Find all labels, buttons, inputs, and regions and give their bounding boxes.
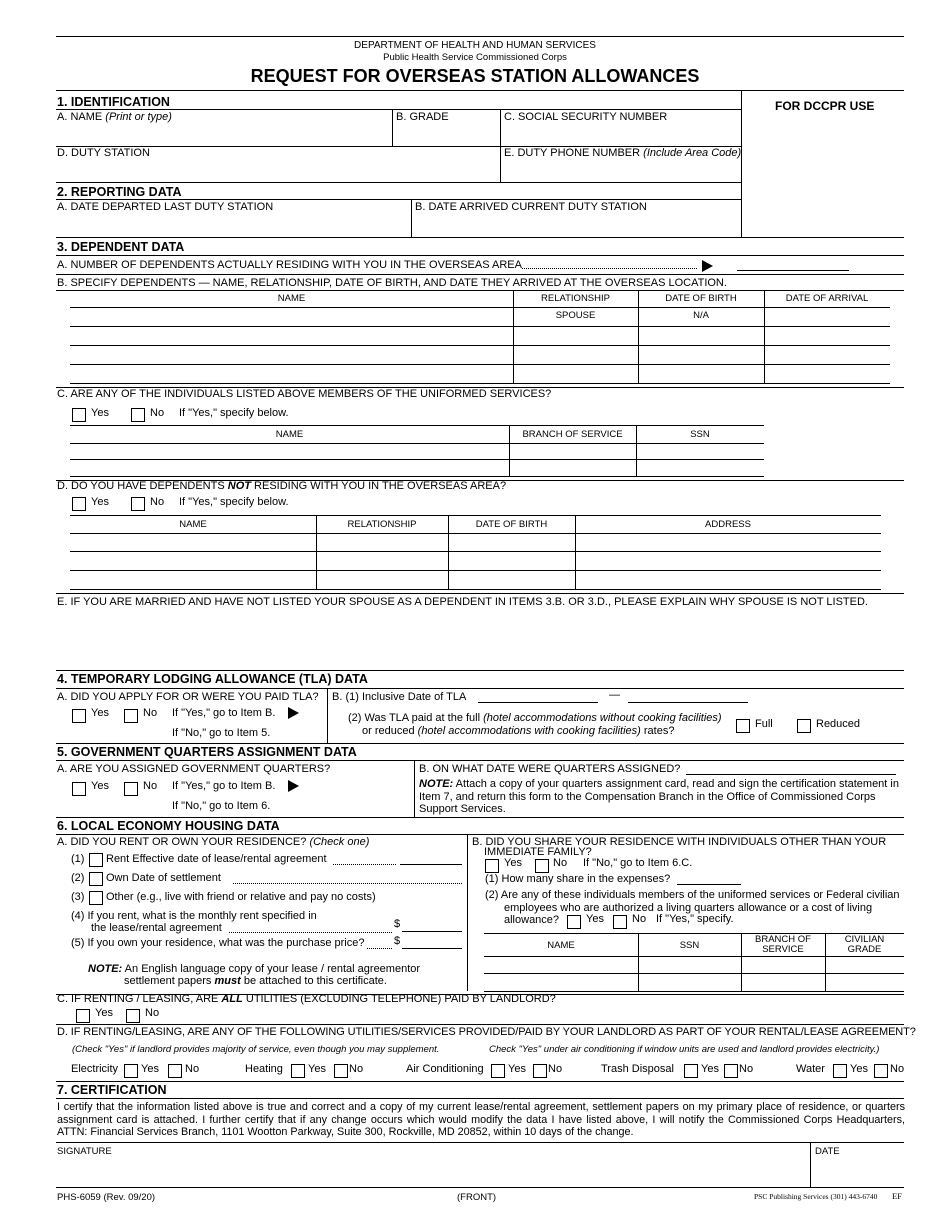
label-yes: Yes	[586, 913, 604, 925]
label-no: No	[150, 407, 165, 419]
share-residence-question: B. DID YOU SHARE YOUR RESIDENCE WITH INDIVIDUALS OTHER THAN YOUR	[472, 836, 887, 848]
department-name: DEPARTMENT OF HEALTH AND HUMAN SERVICES	[354, 40, 596, 51]
checkbox-heating-yes[interactable]	[291, 1064, 305, 1078]
quarters-note: NOTE: Attach a copy of your quarters assignment card, read and sign the certification statement in Item 7, and return this form to the Compensation Branch in the Office of Commissioned Corps Support Services.	[419, 778, 899, 815]
col-address: ADDRESS	[705, 519, 751, 530]
spouse-cell: SPOUSE	[555, 310, 596, 321]
spouse-explanation-area[interactable]	[57, 612, 903, 668]
tla-dates-label: B. (1) Inclusive Date of TLA	[332, 691, 467, 703]
gov-quarters-question: A. ARE YOU ASSIGNED GOVERNMENT QUARTERS?	[57, 763, 331, 775]
label-no: No	[548, 1063, 563, 1075]
quarters-date-input[interactable]	[686, 774, 896, 775]
quarters-assigned-date-label: B. ON WHAT DATE WERE QUARTERS ASSIGNED?	[419, 763, 681, 775]
rent-or-own-question: A. DID YOU RENT OR OWN YOUR RESIDENCE? (Check one)	[57, 836, 370, 848]
utilities-hint-2: Check "Yes" under air conditioning if window units are used and landlord provides electricity.)	[489, 1044, 880, 1055]
label-yes: Yes	[91, 407, 109, 419]
page-side: (FRONT)	[457, 1192, 497, 1203]
label-reduced: Reduced	[816, 718, 861, 730]
monthly-rent-question-line2: the lease/rental agreement	[91, 922, 222, 934]
date-arrived-label: B. DATE ARRIVED CURRENT DUTY STATION	[415, 201, 647, 213]
form-number: PHS-6059 (Rev. 09/20)	[57, 1192, 156, 1203]
duty-station-label: D. DUTY STATION	[57, 147, 150, 159]
if-no-go-item-6c: If "No," go to Item 6.C.	[583, 857, 693, 869]
if-yes-go-item-b: If "Yes," go to Item B.	[172, 780, 276, 792]
dependents-count-question: A. NUMBER OF DEPENDENTS ACTUALLY RESIDING WITH YOU IN THE OVERSEAS AREA	[57, 259, 522, 271]
table-row[interactable]	[484, 991, 904, 992]
settlement-date-input[interactable]	[233, 883, 462, 884]
if-no-go-item-6: If "No," go to Item 6.	[172, 800, 271, 812]
dollar-sign: $	[394, 935, 401, 947]
col-ssn: SSN	[679, 940, 700, 951]
specify-below-text: If "Yes," specify below.	[179, 407, 289, 419]
utilities-hint-1: (Check "Yes" if landlord provides majority of service, even though you may supplement.	[72, 1044, 440, 1055]
utilities-provided-question: D. IF RENTING/LEASING, ARE ANY OF THE FOLLOWING UTILITIES/SERVICES PROVIDED/PAID BY YOUR LANDLORD AS PART OF YOUR RENTAL/LEASE AGREEMENT?	[57, 1026, 916, 1038]
checkbox-ac-no[interactable]	[533, 1064, 547, 1078]
label-yes: Yes	[701, 1063, 719, 1075]
checkbox-4a-no[interactable]	[124, 709, 138, 723]
duty-phone-label: E. DUTY PHONE NUMBER (Include Area Code)	[504, 147, 742, 159]
checkbox-5a-yes[interactable]	[72, 782, 86, 796]
col-date-of-birth: DATE OF BIRTH	[475, 519, 548, 530]
checkbox-3d-no[interactable]	[131, 497, 145, 511]
publisher-info: PSC Publishing Services (301) 443-6740	[754, 1192, 878, 1201]
checkbox-water-yes[interactable]	[833, 1064, 847, 1078]
label-yes: Yes	[95, 1007, 113, 1019]
corps-name: Public Health Service Commissioned Corps	[383, 52, 567, 63]
label-yes: Yes	[141, 1063, 159, 1075]
table-row[interactable]	[70, 459, 764, 460]
checkbox-3d-yes[interactable]	[72, 497, 86, 511]
rent-option-label: Rent Effective date of lease/rental agreement	[106, 853, 327, 865]
checkbox-trash-no[interactable]	[724, 1064, 738, 1078]
if-yes-go-item-b: If "Yes," go to Item B.	[172, 707, 276, 719]
col-date-of-birth: DATE OF BIRTH	[665, 293, 737, 304]
col-civilian-grade: CIVILIAN GRADE	[844, 934, 885, 955]
name-field-label: A. NAME (Print or type)	[57, 111, 172, 123]
checkbox-rent[interactable]	[89, 853, 103, 867]
checkbox-4a-yes[interactable]	[72, 709, 86, 723]
utilities-paid-question: C. IF RENTING / LEASING, ARE ALL UTILITIES (EXCLUDING TELEPHONE) PAID BY LANDLORD?	[57, 993, 556, 1005]
form-title: REQUEST FOR OVERSEAS STATION ALLOWANCES	[250, 66, 700, 86]
label-no: No	[143, 707, 158, 719]
label-no: No	[553, 857, 568, 869]
col-name: NAME	[275, 429, 304, 440]
label-no: No	[145, 1007, 160, 1019]
label-yes: Yes	[91, 496, 109, 508]
date-departed-label: A. DATE DEPARTED LAST DUTY STATION	[57, 201, 274, 213]
checkbox-3c-no[interactable]	[131, 408, 145, 422]
col-name: NAME	[547, 940, 575, 951]
checkbox-full[interactable]	[736, 719, 750, 733]
specify-dependents-label: B. SPECIFY DEPENDENTS — NAME, RELATIONSHIP, DATE OF BIRTH, AND DATE THEY ARRIVED AT THE OVERSEAS LOCATION.	[57, 277, 727, 289]
section-1-heading: 1. IDENTIFICATION	[57, 95, 170, 109]
section-4-heading: 4. TEMPORARY LODGING ALLOWANCE (TLA) DATA	[57, 672, 368, 686]
col-relationship: RELATIONSHIP	[347, 519, 417, 530]
table-row[interactable]	[70, 589, 881, 590]
table-row[interactable]	[70, 383, 890, 384]
specify-below-text: If "Yes," specify below.	[179, 496, 289, 508]
table-row[interactable]	[70, 326, 890, 327]
label-yes: Yes	[850, 1063, 868, 1075]
section-7-heading: 7. CERTIFICATION	[57, 1083, 167, 1097]
section-2-heading: 2. REPORTING DATA	[57, 185, 182, 199]
checkbox-6c-no[interactable]	[126, 1009, 140, 1023]
option-3-number: (3)	[71, 891, 85, 903]
certification-statement: I certify that the information listed above is true and correct and a copy of my current lease/rental agreement, settlement papers on my primary place of residence, or quarters assignment card is attached. I further certify that if any change occurs which would modify the data I have listed above, I will notify the Commissioned Corps Headquarters, ATTN: Financial Services Branch, 1101 Wootton Parkway, Suite 300, Rockville, MD 20852, within 10 days of the change.	[57, 1101, 905, 1138]
grade-field-label: B. GRADE	[396, 111, 449, 123]
utility-trash-disposal-label: Trash Disposal	[601, 1063, 674, 1075]
col-branch-of-service: BRANCH OF SERVICE	[522, 429, 623, 440]
share-count-input[interactable]	[677, 884, 741, 885]
section-3-heading: 3. DEPENDENT DATA	[57, 240, 185, 254]
checkbox-6b2-no[interactable]	[613, 915, 627, 929]
checkbox-own[interactable]	[89, 872, 103, 886]
na-cell: N/A	[693, 310, 709, 321]
label-yes: Yes	[308, 1063, 326, 1075]
date-field[interactable]	[815, 1158, 903, 1186]
checkbox-electricity-no[interactable]	[168, 1064, 182, 1078]
uniformed-allowance-question-line2: employees who are authorized a living quarters allowance or a cost of living	[504, 902, 873, 914]
tla-rate-question-line2: or reduced (hotel accommodations with cooking facilities) rates?	[362, 725, 675, 737]
lease-note-line2: settlement papers must be attached to this certificate.	[124, 975, 387, 987]
col-name: NAME	[179, 519, 207, 530]
table-row[interactable]	[70, 476, 764, 477]
tla-question: A. DID YOU APPLY FOR OR WERE YOU PAID TLA?	[57, 691, 319, 703]
checkbox-3c-yes[interactable]	[72, 408, 86, 422]
tla-end-date-input[interactable]	[628, 702, 748, 703]
checkbox-water-no[interactable]	[874, 1064, 888, 1078]
purchase-price-question: (5) If you own your residence, what was the purchase price?	[71, 937, 365, 949]
checkbox-trash-yes[interactable]	[684, 1064, 698, 1078]
col-branch-of-service: BRANCH OF SERVICE	[755, 934, 811, 955]
label-yes: Yes	[91, 707, 109, 719]
option-2-number: (2)	[71, 872, 85, 884]
arrow-right-icon	[288, 707, 299, 719]
purchase-price-input[interactable]	[402, 948, 462, 949]
arrow-right-icon	[288, 780, 299, 792]
share-expenses-question: (1) How many share in the expenses?	[485, 873, 671, 885]
label-yes: Yes	[91, 780, 109, 792]
ssn-field-label: C. SOCIAL SECURITY NUMBER	[504, 111, 668, 123]
utility-air-conditioning-label: Air Conditioning	[406, 1063, 484, 1075]
label-yes: Yes	[504, 857, 522, 869]
checkbox-6b2-yes[interactable]	[567, 915, 581, 929]
specify-text: If "Yes," specify.	[656, 913, 734, 925]
uniformed-allowance-question: (2) Are any of these individuals members of the uniformed services or Federal civilian	[485, 889, 900, 901]
dependents-count-input[interactable]	[737, 270, 849, 271]
table-row[interactable]	[70, 570, 881, 571]
own-option-label: Own Date of settlement	[106, 872, 221, 884]
table-row[interactable]	[484, 973, 904, 974]
label-full: Full	[755, 718, 773, 730]
table-row[interactable]	[70, 364, 890, 365]
label-no: No	[185, 1063, 200, 1075]
section-5-heading: 5. GOVERNMENT QUARTERS ASSIGNMENT DATA	[57, 745, 357, 759]
section-6-heading: 6. LOCAL ECONOMY HOUSING DATA	[57, 819, 280, 833]
tla-rate-question-line1: (2) Was TLA paid at the full (hotel accommodations without cooking facilities)	[348, 712, 722, 724]
label-no: No	[349, 1063, 364, 1075]
checkbox-reduced[interactable]	[797, 719, 811, 733]
label-yes: Yes	[508, 1063, 526, 1075]
signature-field[interactable]	[57, 1158, 807, 1186]
checkbox-ac-yes[interactable]	[491, 1064, 505, 1078]
tla-start-date-input[interactable]	[478, 702, 598, 703]
col-ssn: SSN	[690, 429, 710, 440]
table-row[interactable]	[70, 345, 890, 346]
utility-water-label: Water	[796, 1063, 825, 1075]
dollar-sign: $	[394, 918, 401, 930]
uniformed-allowance-question-line3: allowance?	[504, 914, 560, 926]
ef-mark: EF	[892, 1191, 902, 1201]
col-relationship: RELATIONSHIP	[541, 293, 610, 304]
lease-note-line1: NOTE: An English language copy of your lease / rental agreementor	[88, 963, 421, 975]
checkbox-5a-no[interactable]	[124, 782, 138, 796]
label-no: No	[632, 913, 647, 925]
lease-date-input[interactable]	[400, 864, 462, 865]
other-option-label: Other (e.g., live with friend or relative and pay no costs)	[106, 891, 376, 903]
checkbox-electricity-yes[interactable]	[124, 1064, 138, 1078]
uniformed-services-question: C. ARE ANY OF THE INDIVIDUALS LISTED ABOVE MEMBERS OF THE UNIFORMED SERVICES?	[57, 388, 552, 400]
dependents-not-residing-question: D. DO YOU HAVE DEPENDENTS NOT RESIDING WITH YOU IN THE OVERSEAS AREA?	[57, 480, 507, 492]
utility-electricity-label: Electricity	[71, 1063, 119, 1075]
table-row[interactable]	[70, 551, 881, 552]
date-range-dash: —	[609, 689, 620, 701]
utility-heating-label: Heating	[245, 1063, 283, 1075]
col-date-of-arrival: DATE OF ARRIVAL	[785, 293, 869, 304]
share-residence-question-line2: IMMEDIATE FAMILY?	[484, 846, 592, 858]
checkbox-6b-no[interactable]	[535, 859, 549, 873]
dccpr-use-label: FOR DCCPR USE	[775, 99, 875, 113]
label-no: No	[150, 496, 165, 508]
signature-label: SIGNATURE	[57, 1146, 112, 1157]
if-no-go-item-5: If "No," go to Item 5.	[172, 727, 271, 739]
arrow-right-icon	[702, 260, 713, 272]
monthly-rent-question: (4) If you rent, what is the monthly rent specified in	[71, 910, 317, 922]
option-1-number: (1)	[71, 853, 85, 865]
monthly-rent-input[interactable]	[402, 931, 462, 932]
col-name: NAME	[277, 293, 306, 304]
label-no: No	[890, 1063, 905, 1075]
checkbox-6c-yes[interactable]	[76, 1009, 90, 1023]
checkbox-6b-yes[interactable]	[485, 859, 499, 873]
spouse-explanation-question: E. IF YOU ARE MARRIED AND HAVE NOT LISTED YOUR SPOUSE AS A DEPENDENT IN ITEMS 3.B. OR 3.D., PLEASE EXPLAIN WHY SPOUSE IS NOT LISTED.	[57, 596, 868, 608]
checkbox-heating-no[interactable]	[334, 1064, 348, 1078]
checkbox-other[interactable]	[89, 891, 103, 905]
label-no: No	[739, 1063, 754, 1075]
date-label: DATE	[815, 1146, 840, 1157]
label-no: No	[143, 780, 158, 792]
